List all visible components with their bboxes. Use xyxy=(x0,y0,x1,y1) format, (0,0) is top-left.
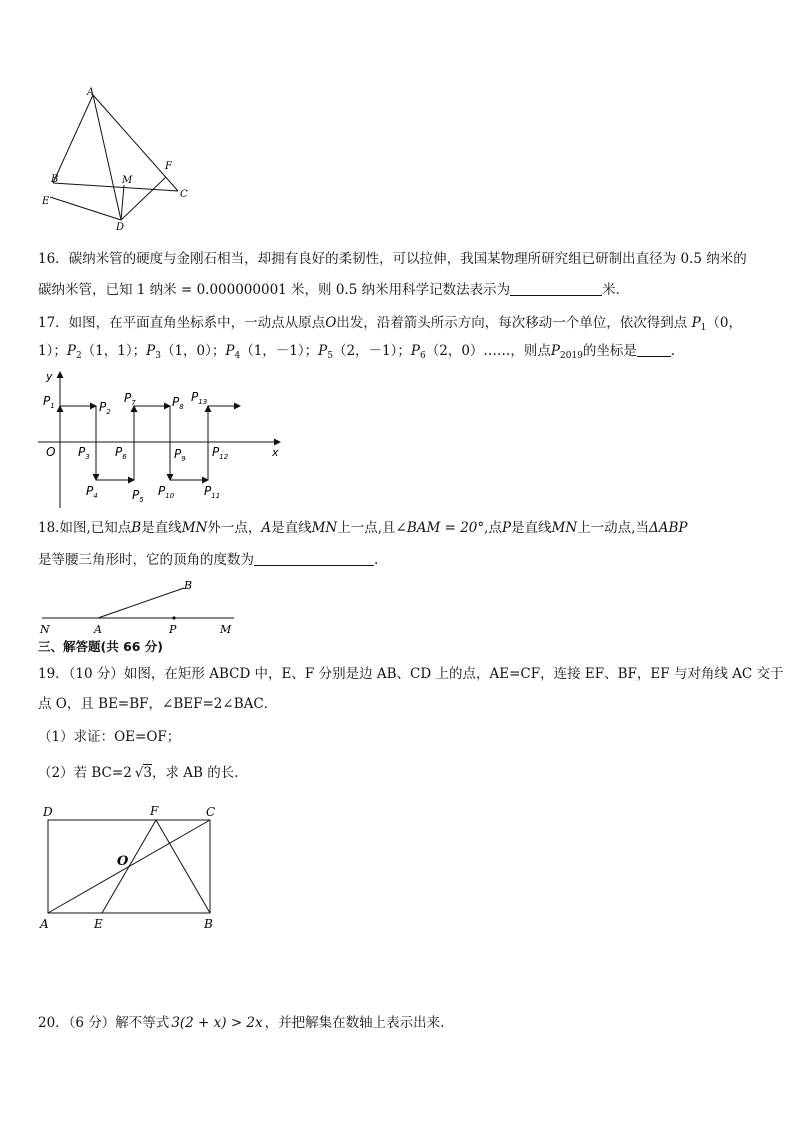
p5-sub: 5 xyxy=(327,351,333,361)
q19-line3: （1）求证：OE=OF； xyxy=(38,729,181,745)
point-label-p12: $P_{12}$ xyxy=(212,445,229,461)
q19-line2: 点 O，且 BE=BF，∠BEF=2∠BAC． xyxy=(38,696,278,712)
origin-label: O xyxy=(46,445,56,459)
q17-text-c: （0， xyxy=(706,315,742,331)
p2019-sub: 2019 xyxy=(560,351,583,361)
p2019-name: P xyxy=(550,343,561,359)
point-label-p11: $P_{11}$ xyxy=(204,484,221,500)
q16-text: 碳纳米管，已知 1 纳米 = 0.000000001 米，则 0.5 纳米用科学记数法表示为 xyxy=(38,282,511,298)
q17-text-e: 的坐标是 xyxy=(582,343,637,359)
q19-line4 xyxy=(38,763,239,783)
q18-line2 xyxy=(38,550,378,570)
label-A18: A xyxy=(94,623,102,636)
point-label-p10: $P_{10}$ xyxy=(158,484,175,500)
label-M18: M xyxy=(220,623,232,636)
coordinate-figure-17 xyxy=(38,368,288,510)
point-label-p1: $P_1$ xyxy=(43,394,55,410)
q19-text-b: ，求 AB 的长. xyxy=(152,765,239,781)
q18-P: P xyxy=(501,520,512,536)
q18-MN-2: MN xyxy=(311,520,338,536)
q19-text-a: （2）若 BC=2 xyxy=(38,765,132,781)
p3-sub: 3 xyxy=(155,351,161,361)
q18-text-h: 上一动点,当 xyxy=(577,520,649,536)
label-D: D xyxy=(116,222,125,230)
answer-blank-18[interactable] xyxy=(254,551,374,566)
q18-line1 xyxy=(38,518,688,538)
p3-name: P xyxy=(146,343,156,359)
q16-line1: 16．碳纳米管的硬度与金刚石相当，却拥有良好的柔韧性，可以拉伸，我国某物理所研究组已研制出直径为 0.5 纳米的 xyxy=(38,251,747,267)
point-label-p3: $P_3$ xyxy=(78,445,90,461)
label-O19: O xyxy=(117,854,129,869)
label-C19: C xyxy=(206,805,216,819)
answer-blank-16[interactable] xyxy=(510,281,602,296)
p6-name: P xyxy=(410,343,420,359)
axis-y-label: y xyxy=(46,370,53,383)
p4-coord: （1，－1）； xyxy=(240,343,319,359)
answer-blank-17[interactable] xyxy=(637,342,671,357)
point-label-p2: $P_2$ xyxy=(99,400,111,416)
q18-text-g: 是直线 xyxy=(511,520,552,536)
q18-text-a: 18.如图,已知点 xyxy=(38,520,132,536)
q18-MN-3: MN xyxy=(551,520,578,536)
q18-text-f: ,点 xyxy=(484,520,502,536)
label-A19: A xyxy=(40,917,49,931)
sqrt-radicand: 3 xyxy=(143,765,152,781)
q18-text-e: 上一点,且 xyxy=(337,520,396,536)
point-label-p6: $P_6$ xyxy=(115,445,127,461)
p2-coord: （1，1）； xyxy=(81,343,147,359)
q18-angle: ∠BAM = 20° xyxy=(395,520,485,536)
q18-text-d: 是直线 xyxy=(271,520,312,536)
label-N: N xyxy=(40,623,50,636)
q20-text-a: 20．（6 分）解不等式 xyxy=(38,1015,170,1031)
label-B: B xyxy=(51,174,59,185)
q20-text-b: ，并把解集在数轴上表示出来. xyxy=(264,1015,445,1031)
q18-end: . xyxy=(374,552,379,568)
q18-MN-1: MN xyxy=(181,520,208,536)
p2-name: P xyxy=(66,343,76,359)
label-F19: F xyxy=(150,804,159,818)
q18-text-i: 是等腰三角形时，它的顶角的度数为 xyxy=(38,552,254,568)
p4-sub: 4 xyxy=(234,351,241,361)
q20-inequality: 3(2 + x) > 2x xyxy=(171,1015,263,1031)
label-C: C xyxy=(180,189,188,200)
p1-name: P xyxy=(691,315,701,331)
line-figure-18 xyxy=(38,576,248,638)
q17-end: . xyxy=(670,343,676,359)
p2-sub: 2 xyxy=(75,351,82,361)
p5-coord: （2，－1）； xyxy=(332,343,411,359)
point-label-p8: $P_8$ xyxy=(172,395,184,411)
rectangle-figure-19 xyxy=(36,800,226,938)
point-label-p13: $P_{13}$ xyxy=(191,390,208,406)
triangle-figure-15 xyxy=(38,85,198,230)
label-M: M xyxy=(122,175,133,186)
origin-O: O xyxy=(325,315,337,331)
p6-coord: （2，0）……，则点 xyxy=(425,343,551,359)
point-label-p5: $P_5$ xyxy=(132,488,144,504)
q17-text-b: 出发，沿着箭头所示方向，每次移动一个单位，依次得到点 xyxy=(336,315,688,331)
p5-name: P xyxy=(318,343,328,359)
q18-B: B xyxy=(131,520,142,536)
label-D19: D xyxy=(43,805,53,819)
sqrt-sign: √ xyxy=(134,765,144,781)
label-E19: E xyxy=(94,917,103,931)
label-E: E xyxy=(42,196,50,207)
q20-line xyxy=(38,1013,444,1033)
label-F: F xyxy=(165,161,172,172)
label-B19: B xyxy=(204,917,213,931)
q18-text-b: 是直线 xyxy=(141,520,182,536)
axis-x-label: x xyxy=(272,446,279,459)
q16-unit: 米． xyxy=(602,282,630,298)
q17-text-a: 17．如图，在平面直角坐标系中，一动点从原点 xyxy=(38,315,326,331)
q17-text-d: 1）； xyxy=(38,343,67,359)
q18-text-c: 外一点， xyxy=(207,520,262,536)
p6-sub: 6 xyxy=(420,351,426,361)
q16-line2 xyxy=(38,280,629,300)
q19-line1: 19．（10 分）如图，在矩形 ABCD 中，E、F 分别是边 AB、CD 上的点，AE=CF，连接 EF、BF，EF 与对角线 AC 交于 xyxy=(38,666,784,682)
section-heading: 三、解答题(共 66 分) xyxy=(38,639,164,654)
label-P18: P xyxy=(169,623,177,636)
q17-line1 xyxy=(38,313,742,338)
q17-line2 xyxy=(38,341,675,366)
point-label-p9: $P_9$ xyxy=(174,447,186,463)
label-A: A xyxy=(87,87,95,98)
point-label-p7: $P_7$ xyxy=(124,391,136,407)
point-label-p4: $P_4$ xyxy=(86,484,98,500)
label-B18: B xyxy=(184,579,193,592)
p4-name: P xyxy=(225,343,235,359)
q18-A: A xyxy=(261,520,272,536)
p3-coord: （1，0）； xyxy=(160,343,226,359)
p1-sub: 1 xyxy=(700,323,707,333)
q18-triangle: ΔABP xyxy=(648,520,688,536)
